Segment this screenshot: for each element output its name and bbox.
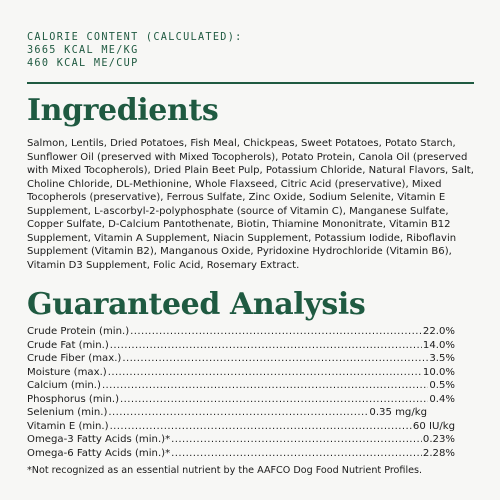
dot-leader xyxy=(120,393,428,407)
calorie-kcal-cup: 460 KCAL ME/CUP xyxy=(27,58,139,70)
analysis-row-value: 0.5% xyxy=(429,380,455,391)
ingredients-title: Ingredients xyxy=(27,93,219,128)
ingredients-list: Salmon, Lentils, Dried Potatoes, Fish Meal, Chickpeas, Sweet Potatoes, Potato Starch, Sunflower Oil (preserved with Mixed Tocopherols), Potato Protein, Canola Oil (preserved with Mixed Tocopherols), Dried Plain Beet Pulp, Potassium Chloride, Natural Flavors, Salt, Choline Chloride, DL-Methionine, Whole Flaxseed, Citric Acid (preservative), Mixed Tocopherols (preservative), Ferrous Sulfate, Zinc Oxide, Sodium Selenite, Vitamin E Supplement, L-ascorbyl-2-polyphosphate (source of Vitamin C), Manganese Sulfate, Copper Sulfate, D-Calcium Pantothenate, Biotin, Thiamine Mononitrate, Vitamin B12 Supplement, Vitamin A Supplement, Niacin Supplement, Potassium Iodide, Riboflavin Supplement (Vitamin B2), Manganous Oxide, Pyridoxine Hydrochloride (Vitamin B6), Vitamin D3 Supplement, Folic Acid, Rosemary Extract. xyxy=(27,138,474,271)
dot-leader xyxy=(108,366,422,380)
guaranteed-analysis-table xyxy=(27,325,455,460)
analysis-row-name: Vitamin E (min.) xyxy=(27,420,109,432)
analysis-row-value: 14.0% xyxy=(422,339,455,351)
analysis-row xyxy=(27,366,455,380)
analysis-row-value: 0.35 mg/kg xyxy=(369,407,427,418)
section-divider xyxy=(27,82,474,84)
dot-leader xyxy=(130,325,422,339)
dot-leader xyxy=(110,420,412,434)
calorie-kcal-kg: 3665 KCAL ME/KG xyxy=(27,45,139,57)
analysis-row xyxy=(27,352,455,366)
footnote: *Not recognized as an essential nutrient by the AAFCO Dog Food Nutrient Profiles. xyxy=(27,465,423,476)
analysis-row xyxy=(27,406,427,420)
analysis-title: Guaranteed Analysis xyxy=(27,287,366,322)
analysis-row-name: Selenium (min.) xyxy=(27,407,108,418)
analysis-row xyxy=(27,420,455,434)
analysis-row-value: 60 IU/kg xyxy=(412,420,455,432)
analysis-row-name: Crude Protein (min.) xyxy=(27,326,130,337)
analysis-row xyxy=(27,339,455,353)
analysis-row-value: 3.5% xyxy=(429,353,455,364)
analysis-row xyxy=(27,393,455,407)
analysis-row-value: 2.28% xyxy=(422,447,455,459)
analysis-row-name: Calcium (min.) xyxy=(27,380,101,391)
analysis-row xyxy=(27,325,455,339)
analysis-row xyxy=(27,447,455,461)
dot-leader xyxy=(102,379,428,393)
analysis-row-name: Omega-3 Fatty Acids (min.)* xyxy=(27,434,171,445)
analysis-row-name: Phosphorus (min.) xyxy=(27,393,120,405)
analysis-row-name: Omega-6 Fatty Acids (min.)* xyxy=(27,447,171,459)
dot-leader xyxy=(122,352,428,366)
calorie-heading: CALORIE CONTENT (CALCULATED): xyxy=(27,32,243,43)
dot-leader xyxy=(108,406,368,420)
analysis-row-value: 0.4% xyxy=(429,393,455,405)
dot-leader xyxy=(110,339,422,353)
analysis-row-name: Crude Fat (min.) xyxy=(27,339,109,351)
analysis-row-value: 10.0% xyxy=(422,366,455,378)
analysis-row-value: 0.23% xyxy=(422,434,455,445)
analysis-row xyxy=(27,433,455,447)
analysis-row-name: Crude Fiber (max.) xyxy=(27,353,122,364)
analysis-row-name: Moisture (max.) xyxy=(27,366,107,378)
analysis-row-value: 22.0% xyxy=(422,326,455,337)
analysis-row xyxy=(27,379,455,393)
calorie-content xyxy=(27,31,243,71)
dot-leader xyxy=(171,433,422,447)
dot-leader xyxy=(171,447,422,461)
